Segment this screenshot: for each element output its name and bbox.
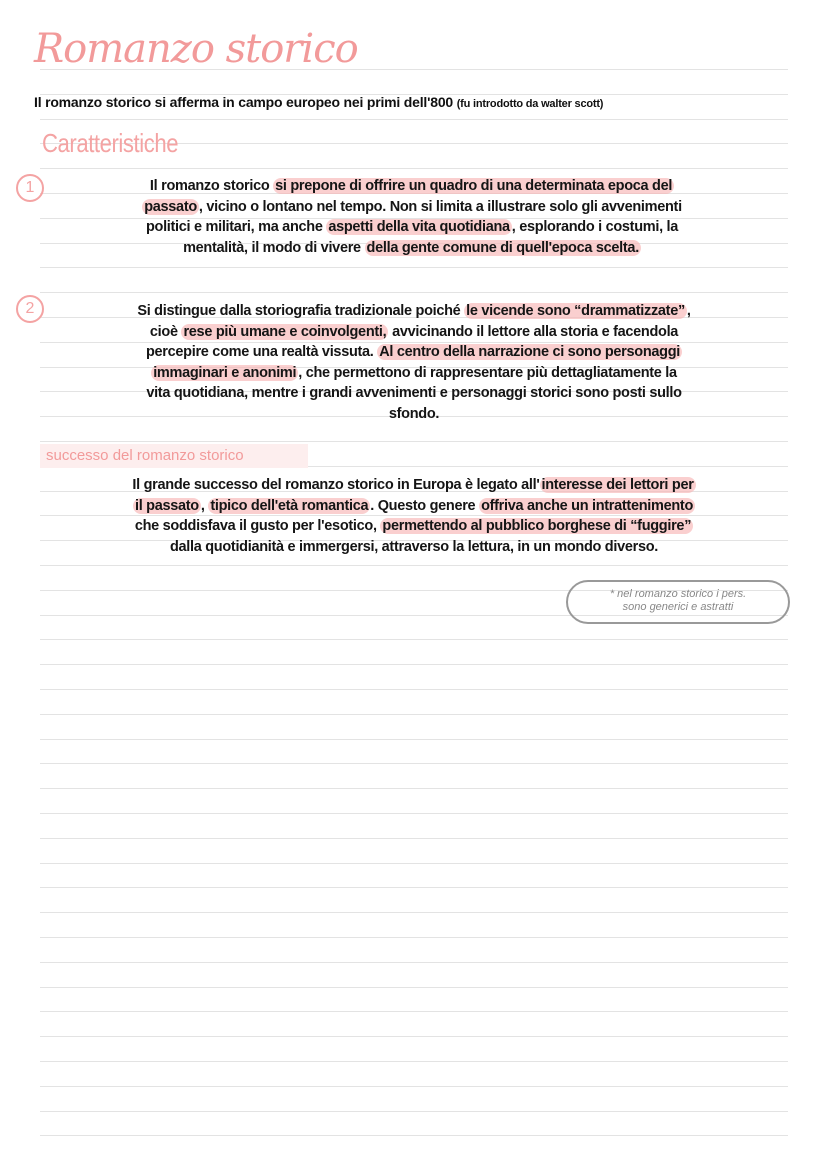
highlighted-text: della gente comune di quell'epoca scelta.: [366, 239, 639, 256]
ruled-line: [40, 292, 788, 293]
text-line: [34, 537, 794, 558]
ruled-line: [40, 838, 788, 839]
ruled-line: [40, 1036, 788, 1037]
text-segment: Il grande successo del romanzo storico in Europa è legato all': [132, 477, 540, 493]
ruled-line: [40, 119, 788, 120]
ruled-line: [40, 1135, 788, 1136]
intro-main: Il romanzo storico si afferma in campo europeo nei primi dell'800: [34, 94, 453, 110]
ruled-line: [40, 441, 788, 442]
ruled-line: [40, 664, 788, 665]
text-line: [32, 238, 792, 259]
text-segment: vita quotidiana, mentre i grandi avvenimenti e personaggi storici sono posti sullo: [146, 385, 682, 401]
text-line: [32, 197, 792, 218]
text-line: [34, 516, 794, 537]
text-line: [34, 404, 794, 425]
ruled-line: [40, 788, 788, 789]
intro-note: (fu introdotto da walter scott): [456, 98, 604, 110]
highlighted-text: il passato: [134, 497, 199, 514]
highlighted-text: offriva anche un intrattenimento: [481, 497, 694, 514]
ruled-line: [40, 887, 788, 888]
text-segment: percepire come una realtà vissuta.: [145, 344, 378, 360]
subsection-heading: successo del romanzo storico: [40, 444, 308, 468]
ruled-line: [40, 565, 788, 566]
ruled-line: [40, 1061, 788, 1062]
point-number-badge: 1: [16, 174, 44, 202]
text-line: [34, 363, 794, 384]
text-segment: . Questo genere: [370, 497, 480, 514]
ruled-line: [40, 1086, 788, 1087]
success-paragraph: [34, 475, 794, 557]
ruled-line: [40, 912, 788, 913]
text-segment: , che permettono di rappresentare più dettagliatamente la: [298, 364, 677, 381]
ruled-line: [40, 739, 788, 740]
text-segment: ,: [200, 497, 209, 514]
text-segment: Il romanzo storico: [149, 178, 274, 194]
page-title: Romanzo storico: [34, 26, 358, 72]
highlighted-text: le vicende sono “drammatizzate”: [466, 303, 685, 319]
text-line: [34, 383, 794, 404]
text-segment: sfondo.: [388, 405, 440, 422]
ruled-line: [40, 987, 788, 988]
highlighted-text: immaginari e anonimi: [153, 364, 297, 381]
cloud-note-line: * nel romanzo storico i pers.: [609, 588, 747, 600]
ruled-line: [40, 937, 788, 938]
cloud-note: [566, 580, 790, 624]
highlighted-text: permettendo al pubblico borghese di “fuggire”: [382, 518, 692, 534]
ruled-line: [40, 863, 788, 864]
cloud-note-line: sono generici e astratti: [622, 601, 734, 613]
ruled-line: [40, 168, 788, 169]
point-number-badge: 2: [16, 295, 44, 323]
ruled-line: [40, 267, 788, 268]
ruled-line: [40, 763, 788, 764]
text-segment: , vicino o lontano nel tempo. Non si limita a illustrare solo gli avvenimenti: [198, 198, 682, 215]
highlighted-text: tipico dell'età romantica: [210, 497, 369, 514]
text-segment: politici e militari, ma anche: [145, 219, 327, 235]
text-segment: che soddisfava il gusto per l'esotico,: [134, 518, 381, 534]
point-1-paragraph: [32, 176, 792, 258]
highlighted-text: passato: [144, 198, 197, 215]
text-line: [34, 322, 794, 343]
text-segment: ,: [686, 303, 691, 319]
ruled-line: [40, 714, 788, 715]
intro-text: [34, 94, 603, 110]
text-segment: , esplorando i costumi, la: [511, 219, 679, 235]
ruled-line: [40, 1111, 788, 1112]
highlighted-text: si prepone di offrire un quadro di una determinata epoca del: [275, 178, 673, 194]
text-line: [34, 496, 794, 517]
ruled-line: [40, 689, 788, 690]
highlighted-text: Al centro della narrazione ci sono personaggi: [379, 344, 681, 360]
highlighted-text: interesse dei lettori per: [541, 477, 694, 493]
ruled-line: [40, 1011, 788, 1012]
highlighted-text: rese più umane e coinvolgenti,: [183, 323, 387, 340]
text-segment: cioè: [149, 323, 182, 340]
text-segment: avvicinando il lettore alla storia e facendola: [388, 323, 679, 340]
highlighted-text: aspetti della vita quotidiana: [328, 219, 510, 235]
text-segment: dalla quotidianità e immergersi, attraverso la lettura, in un mondo diverso.: [169, 538, 659, 555]
text-segment: mentalità, il modo di vivere: [183, 239, 365, 256]
section-heading: Caratteristiche: [42, 128, 179, 158]
ruled-line: [40, 639, 788, 640]
text-line: [34, 342, 794, 363]
text-line: [34, 475, 794, 496]
ruled-line: [40, 962, 788, 963]
ruled-line: [40, 813, 788, 814]
text-segment: Si distingue dalla storiografia tradizionale poiché: [137, 303, 465, 319]
text-line: [34, 301, 794, 322]
point-2-paragraph: [34, 301, 794, 424]
text-line: [32, 217, 792, 238]
text-line: [32, 176, 792, 197]
